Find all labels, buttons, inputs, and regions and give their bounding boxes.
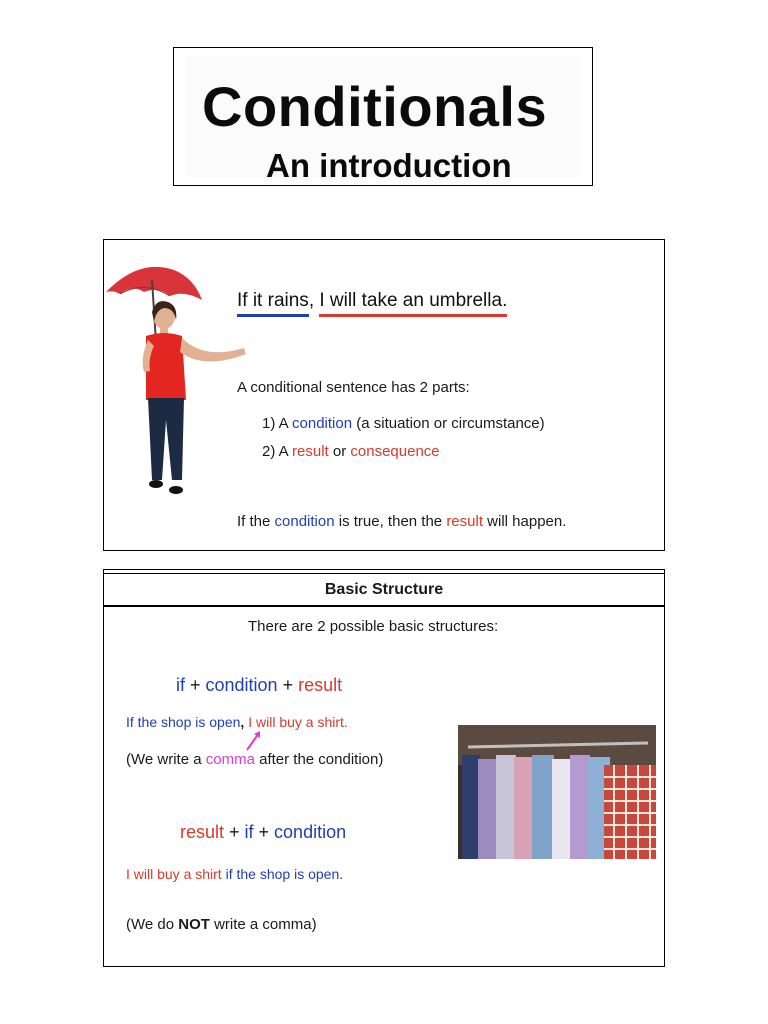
part-2-prefix: 2) A [262,443,293,460]
checked-shirt [604,765,656,859]
note-2-p2: write a comma) [209,916,317,933]
note-1-p1: (We write a [126,751,206,768]
note-1-p2: after the condition) [254,751,384,768]
part-2-key2: consequence [350,443,440,460]
rule-condition: condition [274,513,335,530]
note-2-p1: (We do [126,916,179,933]
note-2 [126,916,317,933]
rule-p1: If the [237,513,275,530]
example-1-comma: , [240,714,245,730]
formula-2-plus1: + [224,822,245,842]
part-2-result [262,443,440,460]
formula-1-result: result [298,675,343,695]
example-sentence [237,290,507,312]
rule-p2: is true, then the [334,513,447,530]
note-1-comma: comma [205,751,255,768]
shirts-rack-image [458,725,656,859]
example-1-condition: If the shop is open [126,714,241,730]
note-2-bold: NOT [178,916,210,933]
title-slide [173,47,593,186]
formula-1 [176,675,342,696]
formula-2-if: if [244,822,254,842]
example-1-result: I will buy a shirt. [244,714,348,730]
part-1-rest: (a situation or circumstance) [352,415,545,432]
formula-1-condition: condition [205,675,278,695]
rule-p3: will happen. [483,513,567,530]
title-slide-inner [186,56,580,184]
rule-line [237,513,566,530]
sentence-condition: If it rains [237,290,309,317]
structure-slide [103,569,665,967]
formula-2-condition: condition [274,822,347,842]
part-2-mid: or [328,443,351,460]
part-1-key: condition [292,415,353,432]
part-1-condition [262,415,545,432]
formula-2 [180,822,346,843]
page-title: Conditionals [202,75,548,138]
formula-1-if: if [176,675,185,695]
formula-1-plus1: + [185,675,206,695]
part-2-key1: result [292,443,329,460]
part-1-prefix: 1) A [262,415,293,432]
example-2 [126,866,343,882]
rule-result: result [446,513,483,530]
formula-1-plus2: + [277,675,299,695]
example-2-result: I will buy a shirt [126,866,222,882]
sentence-result: I will take an umbrella. [319,290,507,317]
intro-slide [103,239,665,551]
example-2-condition: if the shop is open [221,866,340,882]
formula-2-result: result [180,822,225,842]
sentence-comma: , [308,290,315,311]
structure-header [104,573,664,607]
parts-intro: A conditional sentence has 2 parts: [237,379,470,396]
page-subtitle: An introduction [266,147,512,184]
structures-intro: There are 2 possible basic structures: [248,618,499,635]
structure-title: Basic Structure [324,581,444,598]
formula-2-plus2: + [253,822,275,842]
example-2-period: . [339,866,344,882]
example-1 [126,714,348,730]
note-1 [126,751,383,768]
